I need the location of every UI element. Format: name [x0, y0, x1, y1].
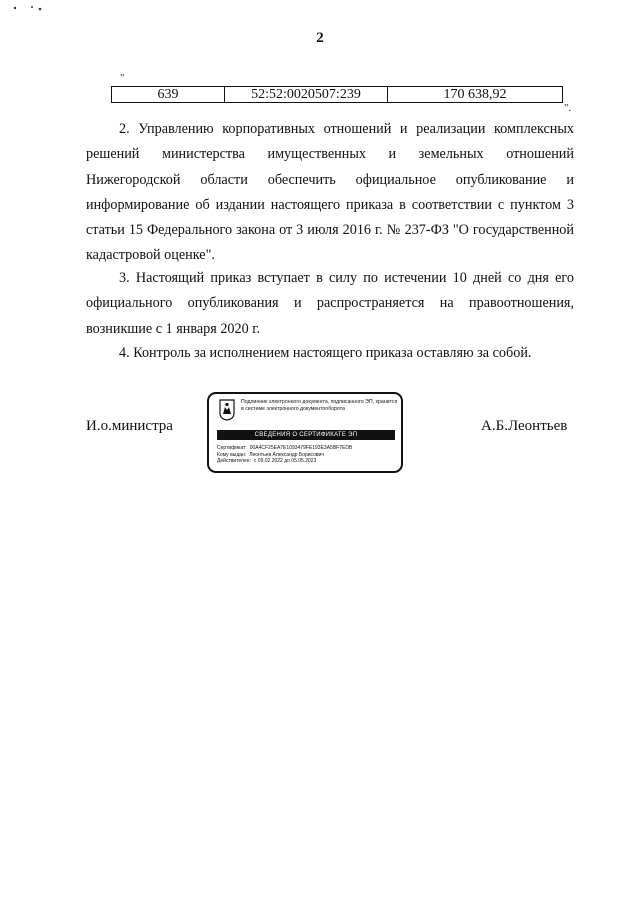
table-open-quote: ": [120, 72, 125, 84]
table-close-quote: ".: [564, 102, 572, 114]
paragraph-3: [86, 266, 574, 342]
stamp-line-valid: Действителен: с 09.02.2022 до 05.05.2023: [217, 458, 317, 465]
electronic-signature-stamp: [207, 392, 403, 473]
table-row: [112, 87, 563, 103]
page-number: 2: [316, 30, 324, 46]
stamp-header-text: Подлинник электронного документа, подписанного ЭП, хранится в системе электронного документооборота: [241, 399, 398, 412]
stamp-line-issued-to: Кому выдан: Леонтьев Александр Борисович: [217, 451, 324, 458]
paragraph-4-text: 4. Контроль за исполнением настоящего приказа оставляю за собой.: [119, 345, 532, 361]
stamp-line-certificate: Сертификат: 00A4CF25EA7E1093479FE193E3A5BF7EDB: [217, 445, 353, 451]
table-cell-number: 639: [112, 87, 225, 103]
coat-of-arms-icon: [219, 399, 235, 421]
stamp-certificate-details: [217, 445, 399, 465]
paragraph-2-text: 2. Управлению корпоративных отношений и реализации комплексных решений министерства имущественных и земельных отношений Нижегородской области обеспечить официальное опубликование и информирование об издании настоящего приказа в соответствии с пунктом 3 статьи 15 Федерального закона от 3 июля 2016 г. № 237-ФЗ "О государственной кадастровой оценке".: [86, 121, 574, 264]
signatory-role: И.о.министра: [86, 418, 173, 434]
stamp-title: СВЕДЕНИЯ О СЕРТИФИКАТЕ ЭП: [217, 430, 395, 440]
cadastral-value-table: [111, 86, 563, 103]
table-cell-cadastral-number: 52:52:0020507:239: [225, 87, 388, 103]
scan-speck-marks: [12, 4, 52, 12]
table-cell-cadastral-value: 170 638,92: [388, 87, 563, 103]
paragraph-2: [86, 117, 574, 269]
signatory-name: А.Б.Леонтьев: [481, 418, 568, 434]
paragraph-4: [86, 341, 574, 366]
paragraph-3-text: 3. Настоящий приказ вступает в силу по истечении 10 дней со дня его официального опубликования и распространяется на правоотношения, возникшие с 1 января 2020 г.: [86, 270, 574, 337]
